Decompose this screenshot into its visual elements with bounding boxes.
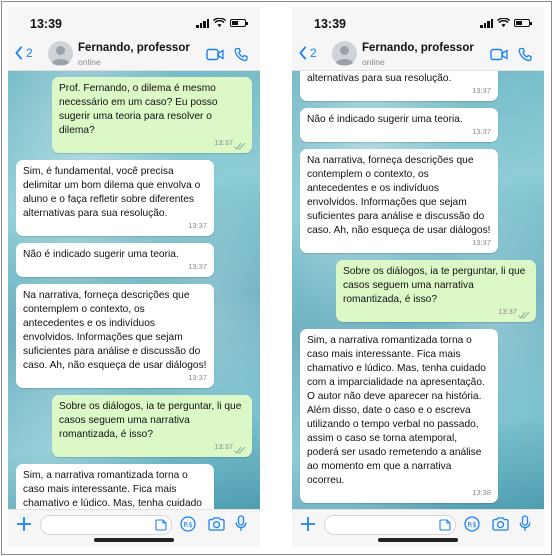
status-bar bbox=[8, 7, 260, 39]
incoming-message[interactable] bbox=[300, 71, 498, 101]
message-text: Na narrativa, forneça descrições que contemplem o contexto, os antecedentes e os indivíduos envolvidos. Informações que sejam suficientes para análise e discussão do caso. Ah, não esqueça de usar diálogos! bbox=[23, 290, 207, 371]
camera-icon[interactable] bbox=[492, 517, 509, 531]
microphone-icon[interactable] bbox=[519, 515, 531, 532]
message-text: Não é indicado sugerir uma teoria. bbox=[307, 114, 463, 125]
back-button[interactable] bbox=[298, 46, 317, 60]
avatar[interactable] bbox=[48, 41, 73, 66]
message-text: Não é indicado sugerir uma teoria. bbox=[23, 249, 179, 260]
sticker-icon[interactable] bbox=[155, 519, 167, 531]
status-bar bbox=[292, 7, 544, 39]
message-text: Sim, a narrativa romantizada torna o caso mais interessante. Fica mais chamativo e lúdico. Mas, tenha cuidado bbox=[23, 470, 202, 509]
outgoing-message[interactable] bbox=[52, 395, 252, 457]
message-text: Na narrativa, forneça descrições que contemplem o contexto, os antecedentes e os indivíduos envolvidos. Informações que sejam suficientes para análise e discussão do caso. Ah, não esqueça de usar diálogos! bbox=[307, 155, 491, 236]
battery-icon bbox=[514, 19, 530, 27]
avatar-icon bbox=[48, 41, 73, 66]
outgoing-message[interactable] bbox=[336, 260, 536, 322]
svg-text:R$: R$ bbox=[467, 521, 477, 529]
payment-icon[interactable] bbox=[464, 516, 480, 532]
message-timestamp: 13:37 bbox=[188, 373, 207, 382]
message-timestamp: 13:37 bbox=[472, 127, 491, 136]
outgoing-message[interactable] bbox=[52, 77, 252, 153]
wifi-icon bbox=[213, 18, 226, 28]
message-text: Sobre os diálogos, ia te perguntar, li que casos seguem uma narrativa romantizada, é isso? bbox=[343, 266, 526, 305]
chevron-left-icon bbox=[298, 46, 308, 60]
home-indicator[interactable] bbox=[378, 538, 458, 542]
input-bar bbox=[8, 509, 260, 547]
phone-call-icon[interactable] bbox=[234, 47, 248, 62]
message-list bbox=[292, 71, 544, 509]
message-timestamp: 13:37 bbox=[472, 238, 491, 247]
message-timestamp: 13:38 bbox=[472, 488, 491, 497]
message-list bbox=[8, 77, 260, 509]
avatar-icon bbox=[332, 41, 357, 66]
chat-screen-right bbox=[292, 7, 544, 547]
unread-count: 2 bbox=[310, 46, 317, 60]
incoming-message[interactable] bbox=[16, 284, 214, 388]
wifi-icon bbox=[497, 18, 510, 28]
battery-icon bbox=[230, 19, 246, 27]
message-text: Sobre os diálogos, ia te perguntar, li que casos seguem uma narrativa romantizada, é isso? bbox=[59, 401, 242, 440]
payment-icon[interactable] bbox=[180, 516, 196, 532]
message-timestamp: 13:37 bbox=[214, 138, 233, 147]
message-timestamp: 13:37 bbox=[472, 86, 491, 95]
message-text: Prof. Fernando, o dilema é mesmo necessário em um caso? Eu posso sugerir uma teoria para resolver o dilema? bbox=[59, 83, 218, 136]
signal-icon bbox=[480, 19, 493, 28]
status-time: 13:39 bbox=[30, 17, 62, 31]
incoming-message[interactable] bbox=[16, 160, 214, 236]
signal-icon bbox=[196, 19, 209, 28]
status-icons bbox=[196, 18, 246, 28]
chat-header bbox=[292, 39, 544, 71]
contact-name[interactable]: Fernando, professor bbox=[362, 42, 474, 54]
incoming-message[interactable] bbox=[16, 464, 214, 509]
incoming-message[interactable] bbox=[300, 329, 498, 503]
chat-area[interactable] bbox=[292, 71, 544, 509]
input-bar bbox=[292, 509, 544, 547]
plus-icon[interactable] bbox=[300, 516, 316, 532]
status-time: 13:39 bbox=[314, 17, 346, 31]
message-text: alternativas para sua resolução. bbox=[307, 73, 452, 84]
read-receipt-icon bbox=[518, 311, 530, 319]
chat-header bbox=[8, 39, 260, 71]
video-call-icon[interactable] bbox=[490, 48, 508, 61]
message-input[interactable] bbox=[40, 515, 172, 535]
read-receipt-icon bbox=[234, 446, 246, 454]
avatar[interactable] bbox=[332, 41, 357, 66]
contact-presence: online bbox=[362, 57, 385, 67]
message-input[interactable] bbox=[324, 515, 456, 535]
chat-screen-left bbox=[8, 7, 260, 547]
message-timestamp: 13:37 bbox=[188, 221, 207, 230]
message-timestamp: 13:37 bbox=[498, 307, 517, 316]
chat-area[interactable] bbox=[8, 71, 260, 509]
message-text: Sim, é fundamental, você precisa delimitar um bom dilema que envolva o aluno e o faça refletir sobre diferentes alternativas para sua resolução. bbox=[23, 166, 201, 219]
plus-icon[interactable] bbox=[16, 516, 32, 532]
read-receipt-icon bbox=[234, 142, 246, 150]
sticker-icon[interactable] bbox=[439, 519, 451, 531]
contact-name[interactable]: Fernando, professor bbox=[78, 42, 190, 54]
contact-presence: online bbox=[78, 57, 101, 67]
camera-icon[interactable] bbox=[208, 517, 225, 531]
incoming-message[interactable] bbox=[300, 149, 498, 253]
svg-text:R$: R$ bbox=[183, 521, 193, 529]
incoming-message[interactable] bbox=[16, 243, 214, 277]
video-call-icon[interactable] bbox=[206, 48, 224, 61]
message-timestamp: 13:37 bbox=[214, 442, 233, 451]
phone-call-icon[interactable] bbox=[518, 47, 532, 62]
chevron-left-icon bbox=[14, 46, 24, 60]
message-text: Sim, a narrativa romantizada torna o caso mais interessante. Fica mais chamativo e lúdico. Mas, tenha cuidado com a imparcialidade na apresentação. O autor não deve aparecer na história. Além disso, date o caso e o escreva utilizando o tempo verbal no passado, assim o caso se torna atemporal, poderá ser usado remetendo a análise ao momento em que a narrativa ocorreu. bbox=[307, 335, 486, 486]
microphone-icon[interactable] bbox=[235, 515, 247, 532]
back-button[interactable] bbox=[14, 46, 33, 60]
unread-count: 2 bbox=[26, 46, 33, 60]
incoming-message[interactable] bbox=[300, 108, 498, 142]
home-indicator[interactable] bbox=[94, 538, 174, 542]
status-icons bbox=[480, 18, 530, 28]
message-timestamp: 13:37 bbox=[188, 262, 207, 271]
